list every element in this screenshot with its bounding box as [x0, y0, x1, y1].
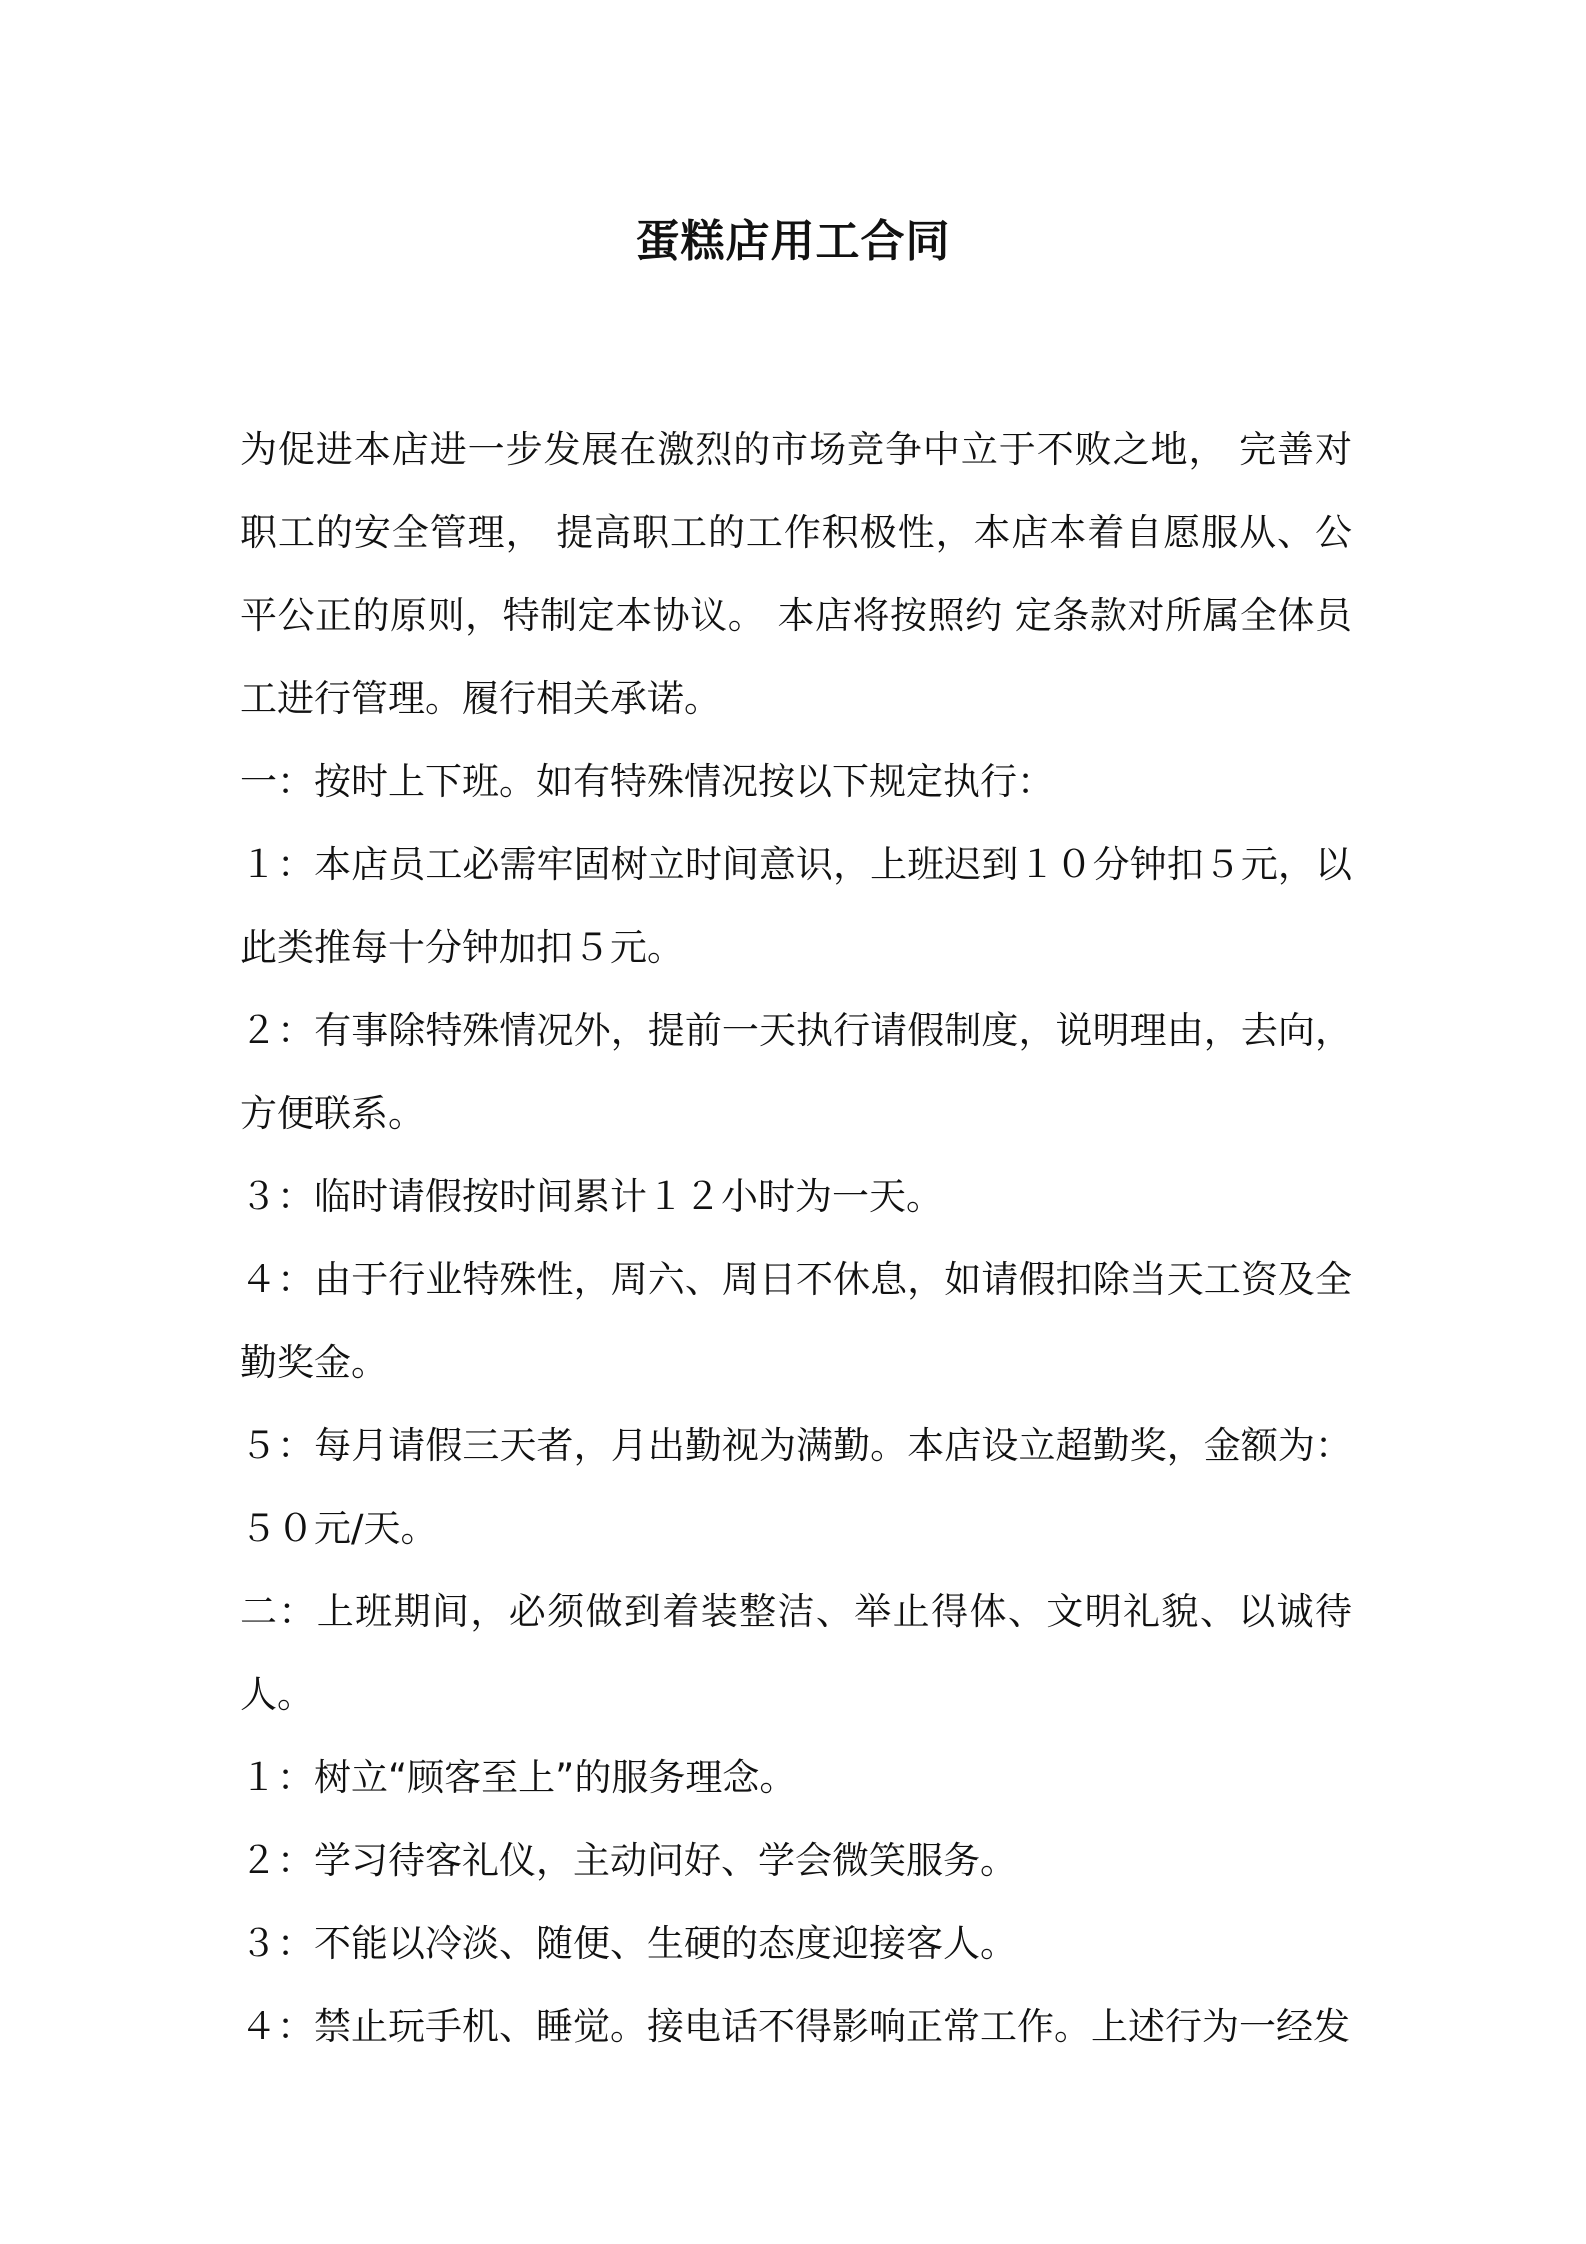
clause-1-4: ４：由于行业特殊性，周六、周日不休息，如请假扣除当天工资及全勤奖金。: [240, 1258, 1352, 1384]
clause-2-2: ２：学习待客礼仪，主动问好、学会微笑服务。: [240, 1839, 1017, 1882]
clause-2-4: ４：禁止玩手机、睡觉。接电话不得影响正常工作。上述行为一经发: [240, 2005, 1350, 2048]
clause-1-2: ２：有事除特殊情况外，提前一天执行请假制度，说明理由，去向，方便联系。: [240, 1009, 1352, 1135]
section-heading-1: 一：按时上下班。如有特殊情况按以下规定执行：: [240, 760, 1054, 803]
document-body: [240, 408, 1352, 2068]
clause-1-5: ５：每月请假三天者，月出勤视为满勤。本店设立超勤奖，金额为：５０元/天。: [240, 1424, 1352, 1550]
clause-2-1: １：树立“顾客至上”的服务理念。: [240, 1756, 797, 1799]
intro-paragraph: 为促进本店进一步发展在激烈的市场竞争中立于不败之地， 完善对职工的安全管理， 提高职工的工作积极性，本店本着自愿服从、公平公正的原则，特制定本协议。 本店将按照约 定条款对所属全体员工进行管理。履行相关承诺。: [240, 428, 1352, 720]
clause-1-1: １：本店员工必需牢固树立时间意识，上班迟到１０分钟扣５元，以此类推每十分钟加扣５元。: [240, 843, 1352, 969]
clause-2-3: ３：不能以冷淡、随便、生硬的态度迎接客人。: [240, 1922, 1017, 1965]
clause-1-3: ３：临时请假按时间累计１２小时为一天。: [240, 1175, 943, 1218]
document-title: 蛋糕店用工合同: [635, 216, 951, 267]
section-heading-2: 二：上班期间，必须做到着装整洁、举止得体、文明礼貌、以诚待人。: [240, 1590, 1352, 1716]
